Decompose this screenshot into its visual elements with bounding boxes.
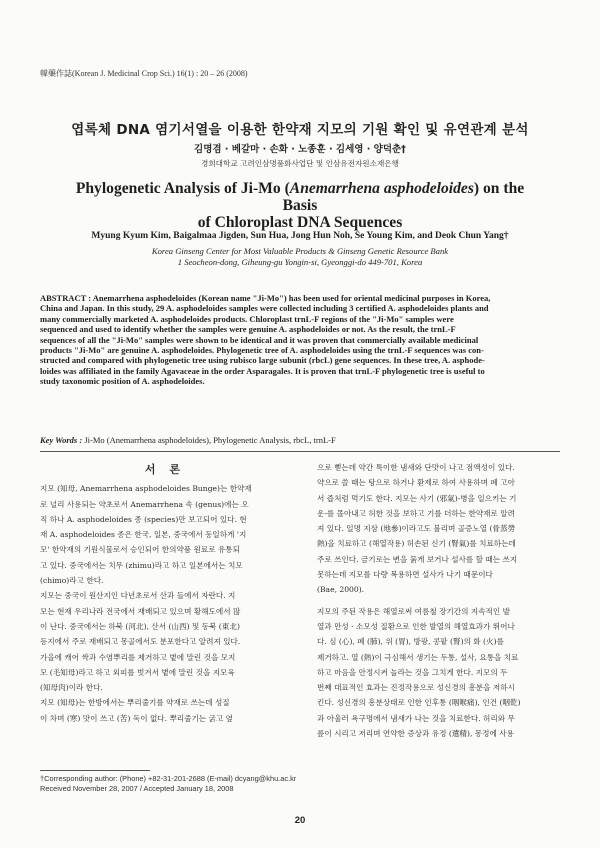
body-line: 熱)을 치료하고 (해열작용) 허손된 신기 (腎氣)를 치료하는데 [317, 539, 516, 549]
left-column [40, 460, 285, 726]
body-line: 모' 한약재의 기원식물로서 승인되어 한의약품 원료로 유통되 [40, 545, 240, 555]
abstract-line: study taxonomic position of A. asphodeloides. [40, 376, 205, 387]
received-dates: Received November 28, 2007 / Accepted January 18, 2008 [40, 783, 234, 793]
body-line: 이 차며 (寒) 맛이 쓰고 (苦) 독이 없다. 뿌리줄기는 굵고 옆 [40, 713, 233, 723]
body-line: (chimo)라고 한다. [40, 576, 104, 586]
body-line: 로 널리 사용되는 약초로서 Anemarrhena 속 (genus)에는 오 [40, 499, 249, 509]
english-title [60, 180, 540, 231]
body-line: 하고 마음을 안정시켜 놀라는 것을 그치게 한다. 지모의 두 [317, 667, 508, 677]
korean-authors: 김명겸 · 베갈마 · 손화 · 노종훈 · 김세영 · 양덕춘† [194, 144, 406, 155]
body-line: 운-를 몰아내고 허한 것을 보하고 기를 더하는 한약재로 알려 [317, 508, 515, 518]
body-line: 못하는데 지모를 다량 복용하면 설사가 나기 때문이다 [317, 570, 493, 580]
body-line: 킨다. 성신경의 흥분상태로 인한 인후통 (咽喉痛), 인건 (咽乾) [317, 698, 521, 708]
abstract-line: many commercially marketed A. asphodeloides products. Chloroplast trnL-F regions of the "Ji-Mo" samples were [40, 313, 454, 324]
section-divider [40, 451, 560, 452]
korean-affiliation: 경희대학교 고려인삼명품화사업단 및 인삼유전자원소재은행 [201, 159, 399, 168]
body-line: 지모는 중국이 원산지인 다년초로서 산과 들에서 자란다. 지 [40, 591, 236, 601]
body-line: 이 난다. 중국에서는 하북 (河北), 산서 (山西) 및 동북 (東北) [40, 621, 240, 631]
body-line: 서 즙처럼 먹기도 한다. 지모는 사기 (邪氣)-병을 일으키는 기 [317, 493, 517, 503]
abstract-line: sequences of all the "Ji-Mo" samples were shown to be identical and it was proven that commercially available medicinal [40, 334, 479, 345]
abstract-line: products "Ji-Mo" are genuine A. asphodeloides. Phylogenetic tree of A. asphodeloides using the trnL-F sequences was con- [40, 345, 484, 356]
body-line: 지모의 주된 작용은 해열로써 여름철 장기간의 지속적인 발 [317, 606, 510, 616]
english-title-line2: of Chloroplast DNA Sequences [197, 214, 403, 231]
body-line: 번째 대표적인 효과는 진정작용으로 성신경의 흥분을 저하시 [317, 683, 515, 693]
body-line: 직 하나 A. asphodeloides 종 (species)만 보고되어 있다. 현 [40, 514, 247, 524]
english-affiliation [0, 246, 600, 268]
english-title-part: ) on the Basis [282, 180, 525, 214]
right-column [317, 460, 562, 741]
body-line: 릎이 시리고 저리며 연약한 증상과 유정 (遺精), 몽정에 사용 [317, 729, 514, 739]
english-title-part: Phylogenetic Analysis of Ji-Mo ( [75, 180, 290, 197]
korean-title: 엽록체 DNA 염기서열을 이용한 한약재 지모의 기원 확인 및 유연관계 분석 [71, 122, 529, 138]
abstract-line: sequenced and used to identify whether the samples were genuine A. asphodeloides or not. As the result, the trnL-F [40, 324, 456, 335]
keywords-text: Ji-Mo (Anemarrhena asphodeloides), Phylogenetic Analysis, rbcL, trnL-F [82, 435, 336, 445]
body-line: 약으로 쓸 때는 탕으로 하거나 환제로 하여 사용하며 폐 고아 [317, 478, 515, 488]
body-line: 모 (毛知母)라고 하고 외피를 벗겨서 볕에 말린 것을 지모육 [40, 667, 235, 677]
address-line: 1 Seocheon-dong, Giheung-gu Yongin-si, Gyeonggi-do 449-701, Korea [177, 257, 423, 267]
english-title-species: Anemarrhena asphodeloides [289, 180, 474, 197]
corresponding-author: †Corresponding author: (Phone) +82-31-201-2688 (E-mail) dcyang@khu.ac.kr [40, 774, 297, 783]
body-line: (知母肉)이라 한다. [40, 683, 103, 693]
abstract-line: ABSTRACT : Anemarrhena asphodeloides (Korean name "Ji-Mo") has been used for oriental medicinal purposes in Korea, [40, 293, 491, 303]
page-number: 20 [294, 815, 306, 826]
body-line: (Bae, 2000). [317, 585, 365, 595]
body-line: 가을에 캐어 싹과 수염뿌리를 제거하고 볕에 말린 것을 모지 [40, 652, 236, 662]
footnote-rule [40, 770, 150, 771]
abstract-line: loides was affiliated in the family Agavaceae in the order Asparagales. It is proven that trnL-F phylogenetic tree is useful to [40, 365, 485, 376]
body-line: 모는 현재 우리나라 전국에서 재배되고 있으며 황해도에서 많 [40, 606, 241, 616]
abstract [40, 293, 560, 387]
keywords-label: Key Words : [40, 435, 83, 445]
body-line: 열과 만성 · 소모성 질환으로 인한 발열의 해열효과가 뛰어나 [317, 621, 515, 631]
body-line: 지모 (知母)는 한방에서는 뿌리줄기를 약재로 쓰는데 성질 [40, 698, 230, 708]
footnote [40, 774, 296, 793]
body-line: 지모 (知母, Anemarrhena asphodeloides Bunge)는 한약재 [40, 484, 252, 494]
journal-header: 韓藥作誌(Korean J. Medicinal Crop Sci.) 16(1) : 20 – 26 (2008) [40, 69, 248, 78]
keywords [40, 435, 336, 445]
body-line: 제거하고. 열 (熱)이 극심해서 생기는 두통, 설사, 요통을 치료 [317, 652, 519, 662]
body-line: 등지에서 주로 재배되고 몽골에서도 분포한다고 알려져 있다. [40, 637, 241, 647]
body-line: 져 있다. 일명 지삼 (地參)이라고도 불리며 골증노열 (骨蒸勞 [317, 524, 516, 534]
abstract-line: China and Japan. In this study, 29 A. asphodeloides samples were collected including 3 certified A. asphodeloides plants and [40, 303, 489, 314]
body-line: 고 있다. 중국에서는 치무 (zhimu)라고 하고 일본에서는 치모 [40, 560, 243, 570]
body-line: 재 A. asphodeloides 종은 한국, 일본, 중국에서 동일하게 '지 [40, 530, 247, 540]
body-line: 주로 쓰인다. 금기로는 변을 묽게 보거나 설사를 할 때는 쓰지 [317, 554, 518, 564]
affiliation-line: Korea Ginseng Center for Most Valuable Products & Ginseng Genetic Resource Bank [151, 246, 449, 256]
body-line: 과 아울러 욕구명에서 냄새가 나는 것을 치료한다. 허리와 무 [317, 713, 515, 723]
abstract-line: structed and compared with phylogenetic tree using rubisco large subunit (rbcL) gene sequences. In these tree, A. asphode- [40, 355, 485, 366]
section-heading: 서론 [144, 463, 195, 476]
body-line: 으로 뻗는데 약간 특이한 냄새와 단맛이 나고 점액성이 있다. [317, 463, 515, 472]
english-authors: Myung Kyum Kim, Baigalmaa Jigden, Sun Hua, Jong Hun Noh, Se Young Kim, and Deok Chun Yang† [91, 231, 509, 241]
body-line: 다. 심 (心), 폐 (肺), 위 (胃), 방광, 콩팥 (腎)의 화 (火)를 [317, 637, 504, 647]
